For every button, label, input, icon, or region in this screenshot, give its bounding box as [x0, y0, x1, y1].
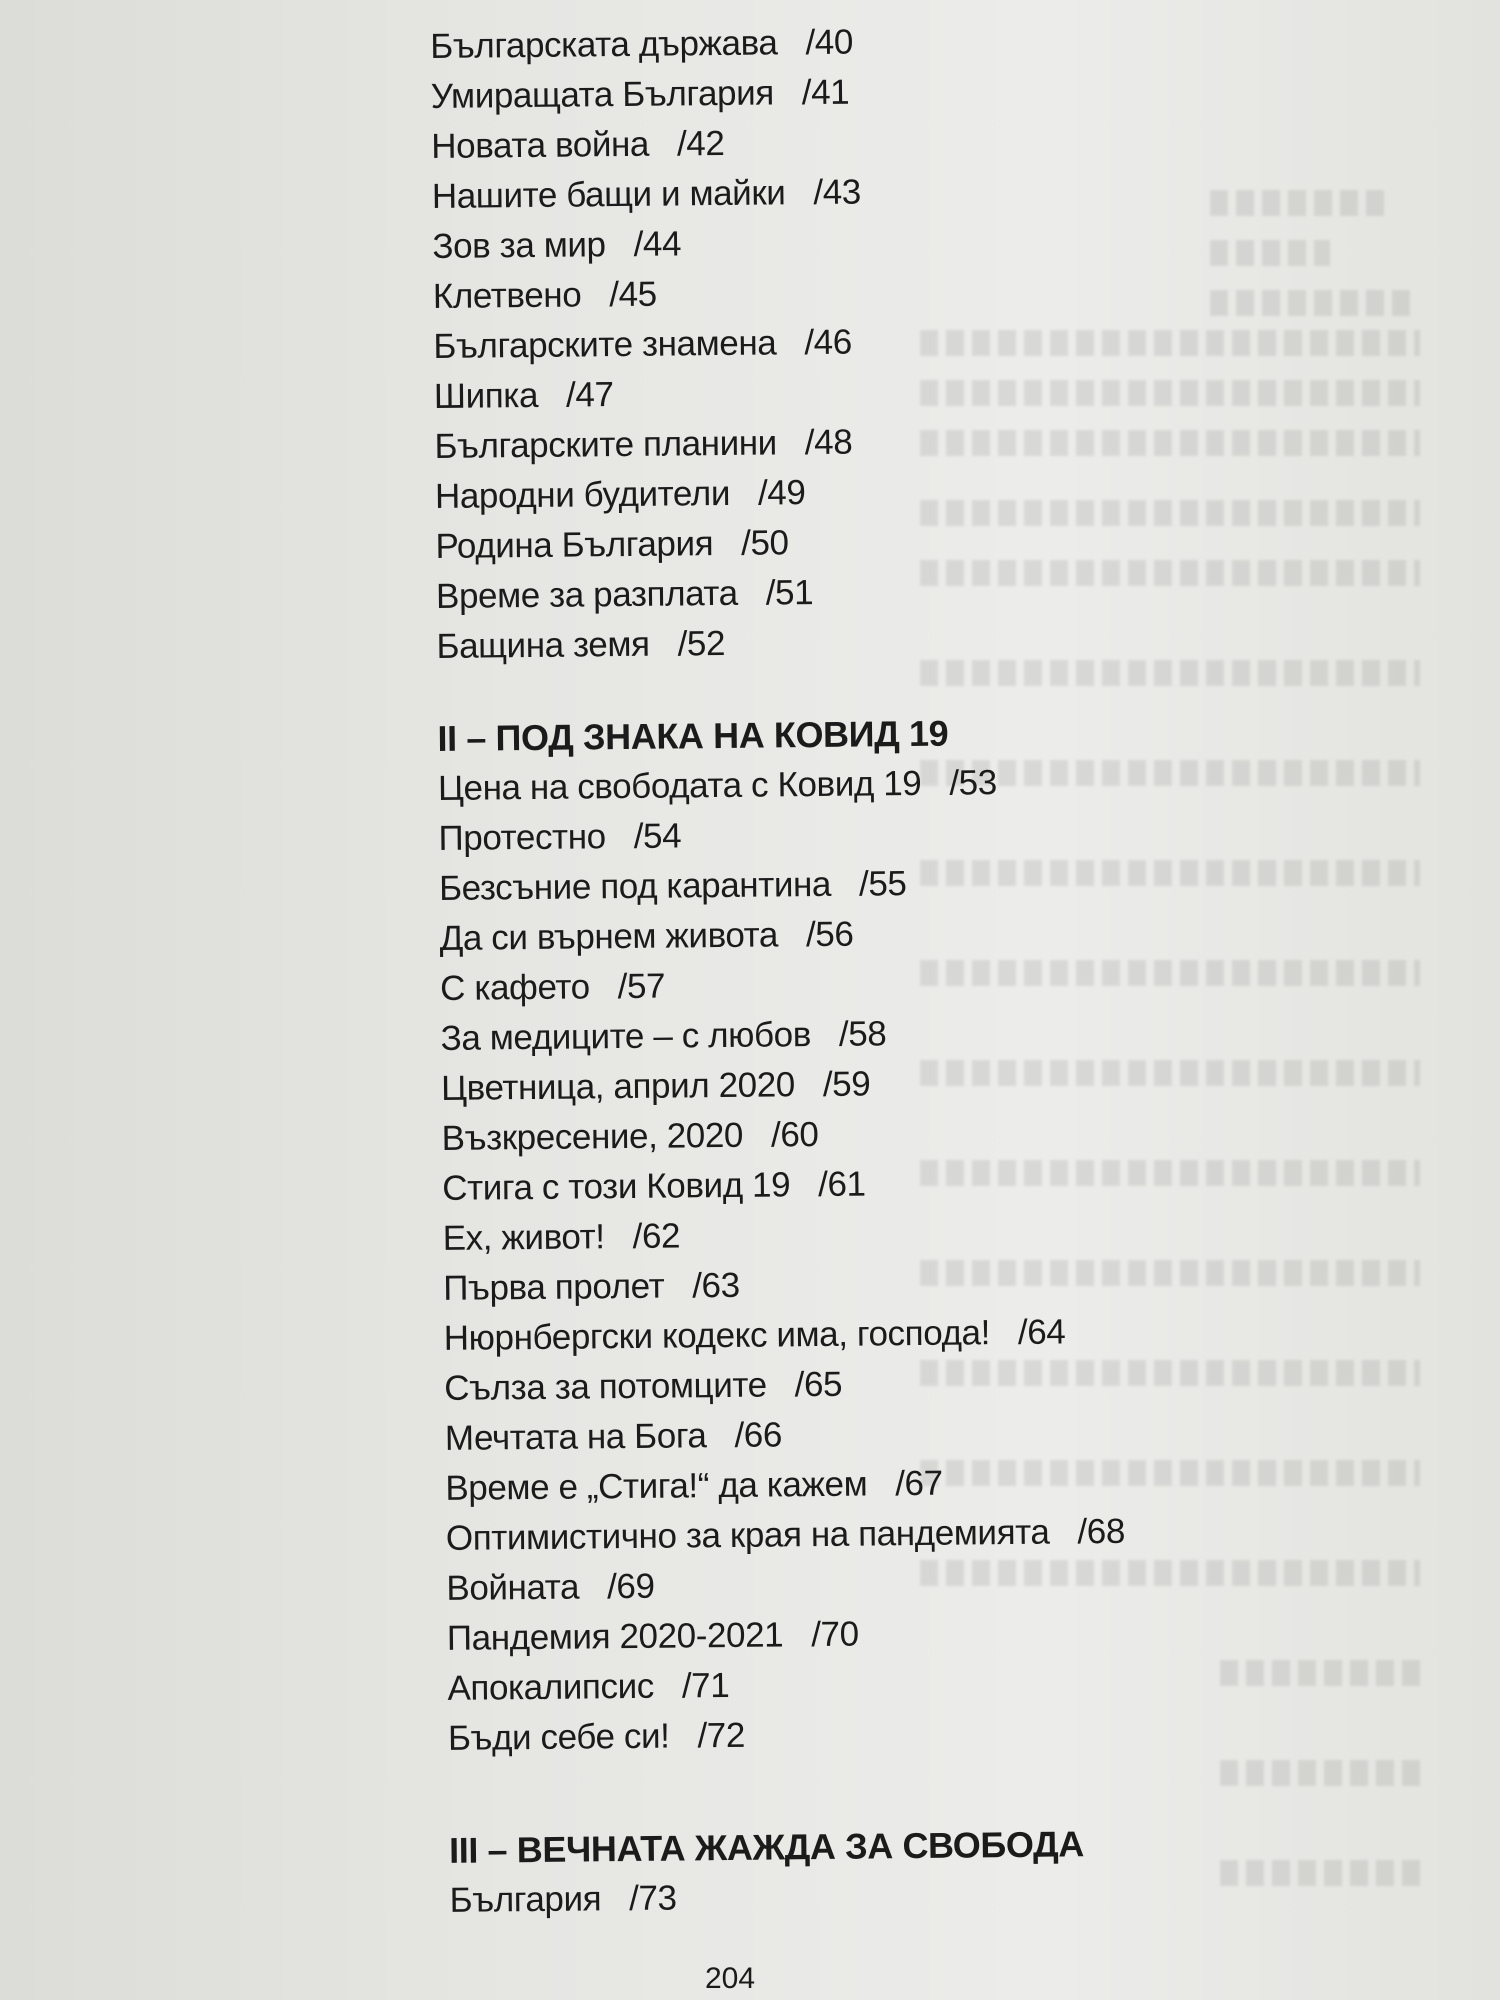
- entry-title: Цена на свободата с Ковид 19: [437, 763, 922, 808]
- toc-entry: [430, 15, 1130, 72]
- entry-title: С кафето: [439, 967, 590, 1008]
- toc-entry: [442, 1207, 1142, 1264]
- toc-entry: [441, 1107, 1141, 1164]
- toc-entry: [440, 957, 1140, 1014]
- entry-page: /72: [697, 1715, 746, 1756]
- entry-title: Мечтата на Бога: [444, 1416, 707, 1458]
- entry-title: Умиращата България: [430, 73, 774, 116]
- toc-entry: [435, 465, 1135, 522]
- toc-entry: [434, 365, 1134, 422]
- entry-title: Родина България: [435, 524, 714, 566]
- entry-page: /73: [628, 1878, 677, 1919]
- entry-page: /48: [804, 422, 853, 463]
- toc-entry: [434, 415, 1134, 472]
- entry-page: /45: [609, 274, 657, 315]
- toc-entry: [436, 615, 1136, 672]
- table-of-contents: [430, 15, 1150, 1926]
- entry-page: /69: [606, 1566, 655, 1607]
- section-title: III – ВЕЧНАТА ЖАЖДА ЗА СВОБОДА: [448, 1823, 1085, 1871]
- entry-page: /42: [676, 123, 725, 164]
- toc-entry: [446, 1507, 1146, 1564]
- entry-title: Пандемия 2020-2021: [446, 1615, 784, 1658]
- entry-title: Безсъние под карантина: [438, 864, 832, 908]
- entry-page: /49: [757, 473, 806, 513]
- entry-title: Клетвено: [432, 275, 582, 316]
- entry-page: /57: [617, 966, 666, 1007]
- entry-title: Зов за мир: [432, 225, 606, 266]
- toc-entry: [433, 315, 1133, 372]
- entry-page: /41: [801, 72, 850, 113]
- toc-entry: [442, 1157, 1142, 1214]
- entry-page: /54: [633, 816, 682, 856]
- entry-title: Бъди себе си!: [447, 1716, 670, 1758]
- entry-title: Народни будители: [434, 473, 731, 516]
- entry-page: /56: [805, 914, 854, 955]
- toc-entry: [443, 1257, 1143, 1314]
- entry-title: Бащина земя: [436, 624, 650, 666]
- toc-entry: [449, 1869, 1149, 1926]
- toc-entry: [438, 807, 1138, 864]
- toc-entry: [432, 165, 1132, 222]
- entry-page: /65: [794, 1364, 843, 1405]
- toc-entry: [448, 1707, 1148, 1764]
- entry-page: /43: [813, 172, 862, 212]
- toc-entry: [439, 857, 1139, 914]
- entry-page: /40: [805, 22, 854, 63]
- toc-entry: [431, 65, 1131, 122]
- entry-title: Възкресение, 2020: [441, 1115, 744, 1158]
- entry-page: /62: [632, 1216, 681, 1256]
- toc-entry: [439, 907, 1139, 964]
- toc-entry: [432, 215, 1132, 272]
- toc-entry: [441, 1057, 1141, 1114]
- entry-page: /50: [740, 523, 789, 563]
- entry-page: /64: [1017, 1312, 1066, 1352]
- entry-title: Нашите бащи и майки: [431, 173, 786, 216]
- toc-entry: [433, 265, 1133, 322]
- entry-page: /51: [765, 573, 814, 613]
- toc-entry: [438, 757, 1138, 814]
- entry-title: Стига с този Ковид 19: [442, 1165, 791, 1208]
- entry-title: За медиците – с любов: [440, 1015, 812, 1058]
- toc-entry: [436, 565, 1136, 622]
- entry-page: /53: [949, 763, 998, 803]
- entry-title: България: [449, 1879, 602, 1920]
- entry-title: Сълза за потомците: [444, 1365, 767, 1408]
- entry-title: Цветница, април 2020: [440, 1065, 796, 1108]
- entry-page: /60: [770, 1114, 819, 1155]
- entry-title: Време за разплата: [435, 573, 738, 616]
- entry-page: /67: [895, 1463, 943, 1504]
- entry-title: Протестно: [438, 817, 606, 858]
- entry-page: /47: [565, 375, 614, 415]
- entry-title: Българските знамена: [433, 323, 777, 366]
- entry-page: /63: [692, 1265, 740, 1306]
- entry-title: Новата война: [431, 124, 650, 166]
- section-title: II – ПОД ЗНАКА НА КОВИД 19: [437, 712, 949, 759]
- entry-page: /61: [817, 1164, 866, 1204]
- entry-title: Нюрнбергски кодекс има, господа!: [443, 1313, 991, 1358]
- toc-entry: [444, 1357, 1144, 1414]
- entry-page: /58: [838, 1014, 887, 1054]
- entry-page: /46: [804, 322, 853, 363]
- toc-entry: [445, 1407, 1145, 1464]
- entry-title: Време е „Стига!“ да кажем: [445, 1464, 868, 1508]
- entry-title: Да си върнем живота: [439, 915, 779, 958]
- toc-entry: [444, 1307, 1144, 1364]
- toc-section: [449, 1819, 1150, 1926]
- toc-section: [430, 15, 1137, 672]
- entry-page: /44: [633, 224, 682, 264]
- entry-title: Ех, живот!: [442, 1217, 605, 1258]
- entry-page: /59: [822, 1064, 871, 1104]
- entry-title: Апокалипсис: [447, 1666, 655, 1708]
- entry-title: Войната: [446, 1567, 580, 1608]
- entry-page: /66: [734, 1415, 783, 1455]
- toc-entry: [440, 1007, 1140, 1064]
- toc-entry: [445, 1457, 1145, 1514]
- entry-page: /68: [1077, 1511, 1126, 1552]
- entry-title: Шипка: [433, 375, 539, 416]
- entry-page: /52: [677, 623, 726, 664]
- entry-title: Първа пролет: [443, 1266, 665, 1308]
- toc-entry: [431, 115, 1131, 172]
- toc-entry: [447, 1657, 1147, 1714]
- entry-page: /71: [681, 1665, 730, 1706]
- entry-page: /55: [858, 864, 907, 904]
- page-number: 204: [705, 1962, 756, 1995]
- entry-title: Българската държава: [430, 23, 778, 66]
- toc-entry: [435, 515, 1135, 572]
- entry-title: Българските планини: [434, 423, 778, 466]
- toc-entry: [447, 1607, 1147, 1664]
- entry-page: /70: [811, 1614, 859, 1655]
- entry-title: Оптимистично за края на пандемията: [445, 1512, 1050, 1558]
- toc-section: [437, 707, 1148, 1764]
- toc-entry: [446, 1557, 1146, 1614]
